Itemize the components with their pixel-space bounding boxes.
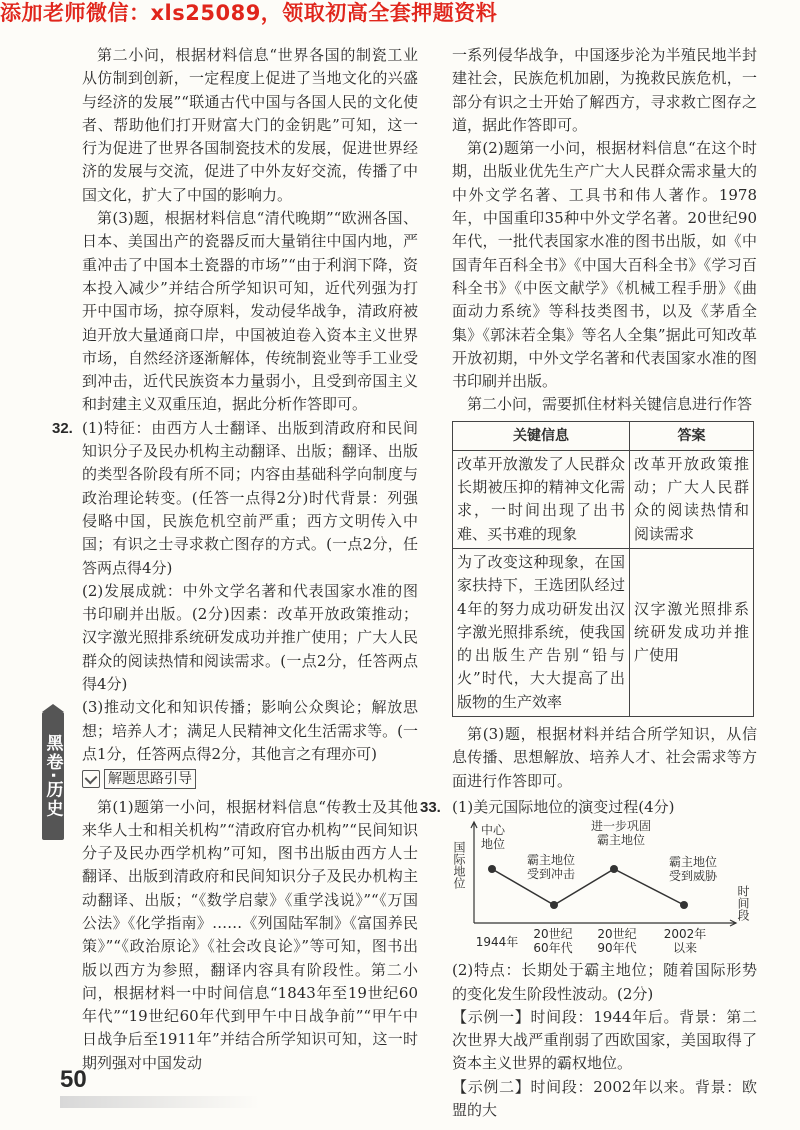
y-axis-label: 国际地位 bbox=[452, 841, 466, 890]
data-annotation: 中心 地位 bbox=[480, 823, 505, 852]
subject-side-tab: 黑卷·历史 bbox=[42, 712, 64, 840]
table-cell: 为了改变这种现象，在国家扶持下，王选团队经过4年的努力成功研发出汉字激光照排系统，使我国的出版生产告别“铅与火”时代，大大提高了出版物的生产效率 bbox=[453, 548, 630, 716]
data-annotation: 霸主地位 受到威胁 bbox=[668, 855, 717, 884]
x-tick-label: 20世纪 60年代 bbox=[533, 927, 573, 956]
dollar-status-chart bbox=[452, 819, 757, 959]
x-tick-label: 20世纪 90年代 bbox=[597, 927, 637, 956]
data-annotation: 进一步巩固 霸主地位 bbox=[590, 819, 651, 848]
answer-paragraph: (3)推动文化和知识传播；影响公众舆论；解放思想；培养人才；满足人民精神文化生活需求等。(一点1分，任答两点得2分，其他言之有理亦可) bbox=[82, 698, 418, 763]
answer-paragraph: (2)发展成就：中外文学名著和代表国家水准的图书印刷并出版。(2分)因素：改革开放政策推动；汉字激光照排系统研发成功并推广使用；广大人民群众的阅读热情和阅读需求。(一点2分，任答两点得4分) bbox=[82, 581, 418, 694]
footer-shade bbox=[60, 1096, 260, 1108]
answer-paragraph: 一系列侵华战争，中国逐步沦为半殖民地半封建社会，民族危机加剧，为挽救民族危机，一部分有识之士开始了解西方，寻求救亡图存之道，据此作答即可。 bbox=[452, 46, 757, 134]
answer-paragraph: 第(2)题第一小问，根据材料信息“在这个时期，出版业优先生产广大人民群众需求量大的中外文学名著、工具书和伟人著作。1978年，中国重印35种中外文学名著。20世纪90年代，一批代表国家水准的图书出版，如《中国青年百科全书》《中国大百科全书》《学习百科全书》《中医文献学》《机械工程手册》《曲面动力系统》等科技类图书，以及《茅盾全集》《郭沫若全集》等名人全集”据此可知改革开放初期，中外文学名著和代表国家水准的图书印刷并出版。 bbox=[452, 139, 757, 391]
right-column bbox=[420, 44, 757, 1122]
answer-paragraph: 第(1)题第一小问，根据材料信息“传教士及其他来华人士和相关机构”“清政府官办机构”“民间知识分子及民办西学机构”可知，图书出版由西方人士翻译、出版到清政府和民间知识分子及民办机构主动翻译、出版；“《数学启蒙》《重学浅说》”“《万国公法》《化学指南》……《列国陆军制》《富国养民策》”“《政治原论》《社会改良论》”等可知，图书出版以西方为参照，翻译内容具有阶段性。第二小问，根据材料一中时间信息“1843年至19世纪60年代”“19世纪60年代到甲午中日战争前”“甲午中日战争后至1911年”并结合所学知识可知，这一时期列强对中国发动 bbox=[82, 797, 418, 1072]
table-cell: 汉字激光照排系统研发成功并推广使用 bbox=[630, 548, 754, 716]
answer-paragraph: 第二小问，需要抓住材料关键信息进行作答 bbox=[467, 395, 753, 414]
data-point bbox=[488, 865, 496, 873]
answer-paragraph: (1)美元国际地位的演变过程(4分) bbox=[452, 797, 675, 816]
answer-paragraph: 【示例二】时间段：2002年以来。背景：欧盟的大 bbox=[452, 1077, 757, 1119]
answer-paragraph: 第(3)题，根据材料并结合所学知识，从信息传播、思想解放、培养人才、社会需求等方面进行作答即可。 bbox=[452, 725, 757, 790]
hint-label: 解题思路引导 bbox=[104, 769, 196, 789]
table-header: 关键信息 bbox=[453, 421, 630, 450]
data-point bbox=[550, 901, 558, 909]
question-number: 33. bbox=[420, 798, 441, 816]
answer-paragraph: (1)特征：由西方人士翻译、出版到清政府和民间知识分子及民办机构主动翻译、出版；翻译、出版的类型各阶段有所不同；内容由基础科学向制度与政治理论转变。(任答一点得2分)时代背景：列强侵略中国，民族危机空前严重；西方文明传入中国；有识之士寻求救亡图存的方式。(一点2分，任答两点得4分) bbox=[82, 418, 418, 577]
table-row bbox=[453, 450, 754, 548]
answer-paragraph: 第二小问，根据材料信息“世界各国的制瓷工业从仿制到创新，一定程度上促进了当地文化的兴盛与经济的发展”“联通古代中国与各国人民的文化使者、帮助他们打开财富大门的金钥匙”可知，这一行为促进了世界各国制瓷技术的发展，促进世界经济的发展与交流，促进了中外友好交流，传播了中国文化，扩大了中国的影响力。 bbox=[82, 46, 418, 204]
answer-paragraph: (2)特点：长期处于霸主地位；随着国际形势的变化发生阶段性波动。(2分) bbox=[452, 961, 757, 1003]
solution-hint-header bbox=[82, 769, 196, 789]
data-point bbox=[610, 865, 618, 873]
key-info-table bbox=[452, 421, 754, 717]
answer-paragraph: 【示例一】时间段：1944年后。背景：第二次世界大战严重削弱了西欧国家，美国取得了资本主义世界的霸权地位。 bbox=[452, 1007, 757, 1073]
table-cell: 改革开放激发了人民群众长期被压抑的精神文化需求，一时间出现了出书难、买书难的现象 bbox=[453, 450, 630, 548]
data-annotation: 霸主地位 受到冲击 bbox=[526, 853, 575, 882]
question-number: 32. bbox=[52, 419, 73, 437]
x-tick-label: 1944年 bbox=[475, 935, 519, 950]
data-point bbox=[680, 901, 688, 909]
table-header: 答案 bbox=[630, 421, 754, 450]
page-number: 50 bbox=[60, 1066, 87, 1093]
checkbox-icon bbox=[82, 770, 100, 788]
answer-paragraph: 第(3)题，根据材料信息“清代晚期”“欧洲各国、日本、美国出产的瓷器反而大量销往中国内地，严重冲击了中国本土瓷器的市场”“由于利润下降，资本投入减少”并结合所学知识可知，近代列强为打开中国市场，掠夺原料，发动侵华战争，清政府被迫开放大量通商口岸，中国被迫卷入资本主义世界市场，自然经济逐渐解体，传统制瓷业等手工业受到冲击，近代民族资本力量弱小，且受到帝国主义和封建主义双重压迫，据此分析作答即可。 bbox=[82, 209, 418, 414]
table-cell: 改革开放政策推动；广大人民群众的阅读热情和阅读需求 bbox=[630, 450, 754, 548]
promo-banner: 添加老师微信：xls25089，领取初高全套押题资料 bbox=[0, 1, 498, 25]
table-row bbox=[453, 548, 754, 716]
x-axis-label: 时间段 bbox=[736, 885, 750, 922]
x-tick-label: 2002年 以来 bbox=[663, 927, 707, 956]
